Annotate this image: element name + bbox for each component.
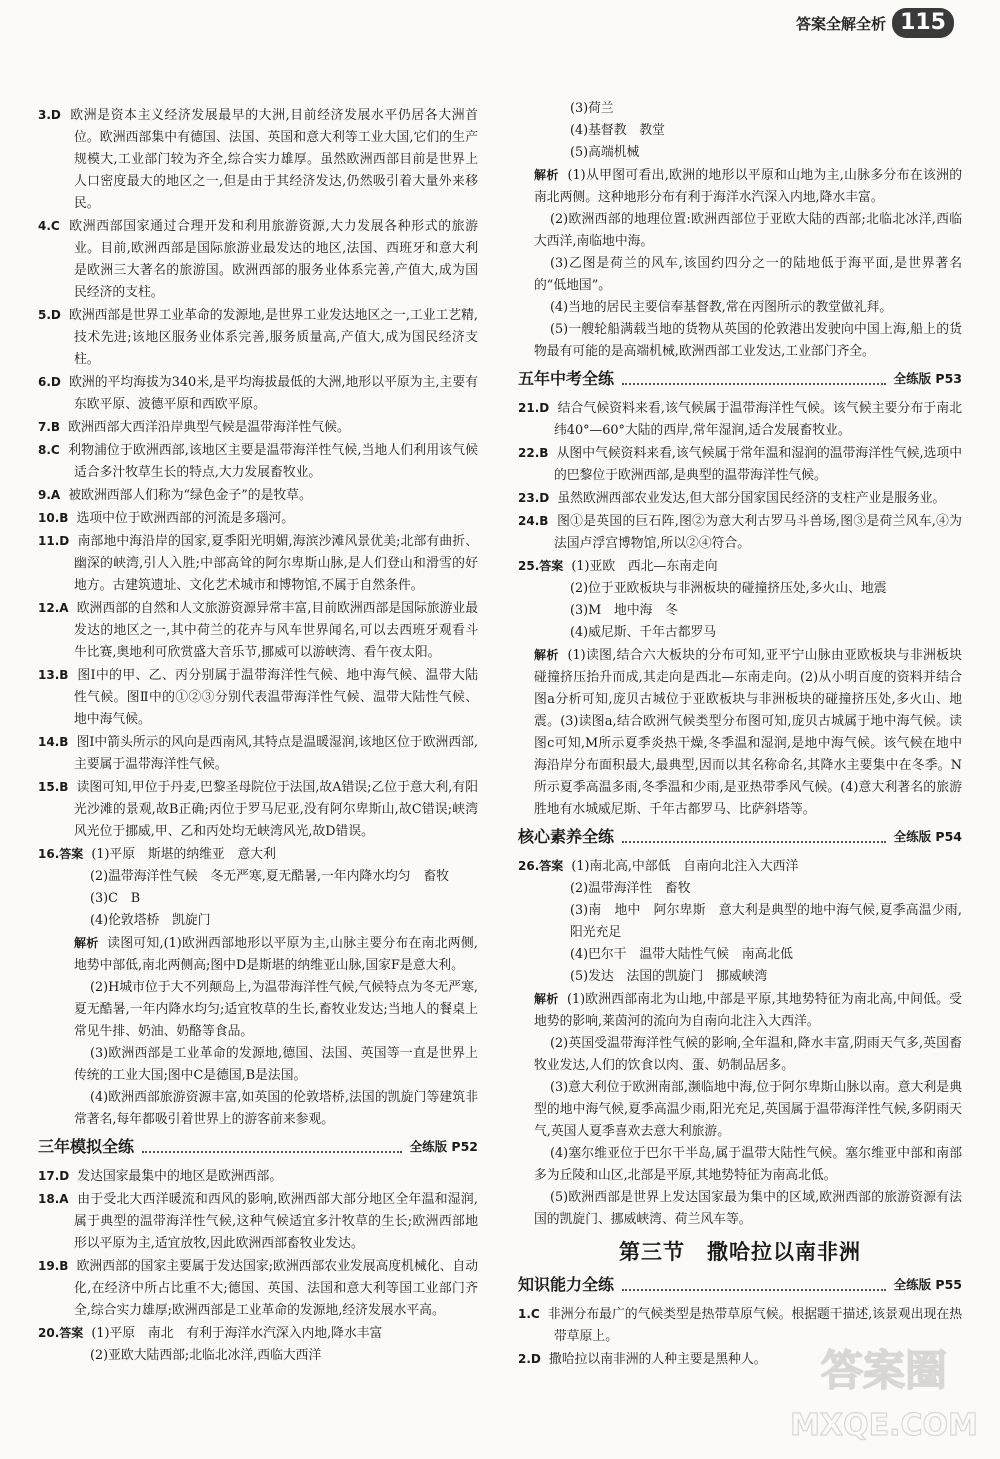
answer-16: 16.答案 (1)平原 斯堪的纳维亚 意大利 [38,847,276,862]
answer-16-2: (2)温带海洋性气候 冬无严寒,夏无酷暑,一年内降水均匀 畜牧 [90,869,449,884]
answer-20: 20.答案 (1)平原 南北 有利于海洋水汽深入内地,降水丰富 [38,1326,383,1341]
answer-25: 25.答案 (1)亚欧 西北—东南走向 [518,559,718,574]
watermark-url: MXQE.COM [790,1408,978,1443]
answer-item [518,442,962,487]
answer-text: 欧洲西部大西洋沿岸典型气候是温带海洋性气候。 [68,420,350,435]
answer-number: 15.B [38,780,69,794]
analysis-26-3: (3)意大利位于欧洲南部,濒临地中海,位于阿尔卑斯山脉以南。意大利是典型的地中海气候,夏季高温少雨,阳光充足,英国属于温带海洋性气候,多阴雨天气,英国人夏季喜欢去意大利旅游。 [534,1080,962,1139]
answer-26: 26.答案 (1)南北高,中部低 自南向北注入大西洋 [518,859,799,874]
section-header-knowledge: 知识能力全练 全练版 P55 [518,1275,962,1294]
answer-text: 欧洲西部的自然和人文旅游资源异常丰富,目前欧洲西部是国际旅游业最发达的地区之一,其中荷兰的花卉与风车世界闻名,可以去西班牙观看斗牛比赛,奥地利可欣赏盛大音乐节,挪威可以游峡湾、看午夜太阳。 [74,601,478,660]
answer-item [38,731,478,776]
answer-number: 3.D [38,108,61,122]
answer-text: 非洲分布最广的气候类型是热带草原气候。根据题干描述,该景观出现在热带草原上。 [547,1307,962,1344]
answer-20-2: (2)亚欧大陆西部;北临北冰洋,西临大西洋 [90,1348,322,1363]
answer-26-3: (3)南 地中 阿尔卑斯 意大利是典型的地中海气候,夏季高温少雨,阳光充足 [570,903,962,940]
answer-item [38,776,478,843]
answer-item [38,664,478,731]
answer-text: 选项中位于欧洲西部的河流是多瑙河。 [76,511,295,526]
answer-text: 欧洲是资本主义经济发展最早的大洲,目前经济发展水平仍居各大洲首位。欧洲西部集中有德国、法国、英国和意大利等工业大国,它们的生产规模大,工业部门较为齐全,综合实力雄厚。虽然欧洲西部目前是世界上人口密度最大的地区之一,但是由于其经济发达,仍然吸引着大量外来移民。 [70,108,478,211]
answer-number: 5.D [38,308,61,322]
answer-item [38,597,478,664]
answer-26-5: (5)发达 法国的凯旋门 挪威峡湾 [570,969,768,984]
answer-text: 撒哈拉以南非洲的人种主要是黑种人。 [549,1352,767,1367]
answer-text: 由于受北大西洋暖流和西风的影响,欧洲西部大部分地区全年温和湿润,属于典型的温带海洋性气候,这种气候适宜多汁牧草的生长;欧洲西部地形以平原为主,适宜放牧,因此欧洲西部畜牧业发达。 [74,1192,478,1251]
section-header-five-year: 五年中考全练 全练版 P53 [518,369,962,388]
answer-number: 8.C [38,443,60,457]
answer-number: 7.B [38,420,61,434]
answer-text: 南部地中海沿岸的国家,夏季阳光明媚,海滨沙滩风景优美;北部有曲折、幽深的峡湾,引人入胜;中部高耸的阿尔卑斯山脉,是人们登山和滑雪的好地方。古建筑遗址、文化艺术城市和博物馆,不属于自然条件。 [74,534,478,593]
analysis-20-3: (3)乙图是荷兰的风车,该国约四分之一的陆地低于海平面,是世界著名的“低地国”。 [534,256,962,293]
answer-25-3: (3)M 地中海 冬 [570,603,679,618]
right-column [518,98,962,1371]
analysis-25: 解析 (1)读图,结合六大板块的分布可知,亚平宁山脉由亚欧板块与非洲板块碰撞挤压抬升而成,其走向是西北—东南走向。(2)从小明百度的资料并结合图a分析可知,庞贝古城位于亚欧板块与非洲板块的碰撞挤压处,多火山、地震。(3)读图a,结合欧洲气候类型分布图可知,庞贝古城属于地中海气候。读图c可知,M所示夏季炎热干燥,冬季温和湿润,是地中海气候。该气候在地中海沿岸分布面积最大,最典型,因而以其名称命名,其降水主要集中在冬季。N所示夏季高温多雨,冬季温和少雨,是亚热带季风气候。(4)意大利著名的旅游胜地有水城威尼斯、千年古都罗马、比萨斜塔等。 [534,648,962,817]
answer-number: 13.B [38,668,69,682]
answer-text: 读图可知,甲位于丹麦,巴黎圣母院位于法国,故A错误;乙位于意大利,有阳光沙滩的景观,故B正确;丙位于罗马尼亚,没有阿尔卑斯山,故C错误;峡湾风光位于挪威,甲、乙和丙处均无峡湾风光,故D错误。 [74,780,478,839]
answer-item [518,397,962,442]
answer-item [38,1255,478,1322]
left-column [38,104,478,1367]
answer-16-4: (4)伦敦塔桥 凯旋门 [90,913,211,928]
answer-26-4: (4)巴尔干 温带大陆性气候 南高北低 [570,947,793,962]
watermark-text: 答案圈 [820,1346,948,1395]
answer-number: 11.D [38,534,70,548]
answer-number: 23.D [518,491,550,505]
answer-number: 12.A [38,601,69,615]
answer-text: 利物浦位于欧洲西部,该地区主要是温带海洋性气候,当地人们利用该气候适合多汁牧草生长的特点,大力发展畜牧业。 [68,443,478,480]
answer-number: 10.B [38,511,69,525]
analysis-26-2: (2)英国受温带海洋性气候的影响,全年温和,降水丰富,阴雨天气多,英国畜牧业发达,人们的饮食以肉、蛋、奶制品居多。 [534,1036,962,1073]
answer-25-4: (4)威尼斯、千年古都罗马 [570,625,717,640]
answer-number: 22.B [518,446,549,460]
answer-item [38,304,478,371]
answer-item [38,104,478,215]
answer-number: 9.A [38,488,61,502]
analysis-16-1: 解析 读图可知,(1)欧洲西部地形以平原为主,山脉主要分布在南北两侧,地势中部低,南北两侧高;图中D是斯堪的纳维亚山脉,国家F是意大利。 [74,936,478,973]
answer-item [38,484,478,507]
watermark-logo [784,1323,984,1453]
answer-item [38,371,478,416]
answer-text: 欧洲的平均海拔为340米,是平均海拔最低的大洲,地形以平原为主,主要有东欧平原、波德平原和西欧平原。 [69,375,478,412]
answer-16-3: (3)C B [90,891,141,906]
page-header [796,8,954,38]
answer-item [38,439,478,484]
analysis-20-2: (2)欧洲西部的地理位置:欧洲西部位于亚欧大陆的西部;北临北冰洋,西临大西洋,南临地中海。 [534,212,962,249]
answer-number: 4.C [38,219,60,233]
answer-item [518,510,962,555]
analysis-26-4: (4)塞尔维亚位于巴尔干半岛,属于温带大陆性气候。塞尔维亚中部和南部多为丘陵和山区,北部是平原,其地势特征为南高北低。 [534,1146,962,1183]
answer-item [38,507,478,530]
answer-text: 被欧洲西部人们称为“绿色金子”的是牧草。 [68,488,312,503]
analysis-26-1: 解析 (1)欧洲西部南北为山地,中部是平原,其地势特征为南北高,中间低。受地势的影响,莱茵河的流向为自南向北注入大西洋。 [534,992,962,1029]
answer-25-2: (2)位于亚欧板块与非洲板块的碰撞挤压处,多火山、地震 [570,581,887,596]
answer-text: 图①是英国的巨石阵,图②为意大利古罗马斗兽场,图③是荷兰风车,④为法国卢浮宫博物馆,所以②④符合。 [554,514,962,551]
answer-item [38,215,478,304]
answer-item [38,1165,478,1188]
answer-20-3: (3)荷兰 [570,101,614,116]
answer-text: 图Ⅰ中的甲、乙、丙分别属于温带海洋性气候、地中海气候、温带大陆性气候。图Ⅱ中的①②③分别代表温带海洋性气候、温带大陆性气候、地中海气候。 [74,668,478,727]
answer-number: 18.A [38,1192,69,1206]
answer-number: 2.D [518,1352,541,1366]
header-title: 答案全解全析 [796,14,887,33]
analysis-26-5: (5)欧洲西部是世界上发达国家最为集中的区域,欧洲西部的旅游资源有法国的凯旋门、挪威峡湾、荷兰风车等。 [534,1190,962,1227]
chapter-title: 第三节 撒哈拉以南非洲 [619,1240,861,1264]
page-number: 115 [892,8,954,38]
answer-text: 虽然欧洲西部农业发达,但大部分国家国民经济的支柱产业是服务业。 [557,491,946,506]
answer-26-2: (2)温带海洋性 畜牧 [570,881,691,896]
analysis-20-5: (5)一艘轮船满载当地的货物从英国的伦敦港出发驶向中国上海,船上的货物最有可能的是高端机械,欧洲西部工业发达,工业部门齐全。 [534,322,962,359]
answer-text: 欧洲西部是世界工业革命的发源地,是世界工业发达地区之一,工业工艺精,技术先进;该地区服务业体系完善,服务质量高,产值大,成为国民经济支柱。 [69,308,478,367]
answer-number: 24.B [518,514,549,528]
analysis-20-4: (4)当地的居民主要信奉基督教,常在丙图所示的教堂做礼拜。 [550,300,893,315]
answer-text: 结合气候资料来看,该气候属于温带海洋性气候。该气候主要分布于南北纬40°—60°大陆的西岸,常年湿润,适合发展畜牧业。 [554,401,962,438]
analysis-16-4: (4)欧洲西部旅游资源丰富,如英国的伦敦塔桥,法国的凯旋门等建筑非常著名,每年都吸引着世界上的游客前来参观。 [74,1090,478,1127]
answer-20-5: (5)高端机械 [570,145,640,160]
answer-item [38,530,478,597]
answer-item [38,1188,478,1255]
analysis-16-2: (2)H城市位于大不列颠岛上,为温带海洋性气候,气候特点为冬无严寒,夏无酷暑,一年内降水均匀;适宜牧草的生长,畜牧业发达;当地人的餐桌上常见牛排、奶油、奶酪等食品。 [74,980,478,1039]
answer-number: 19.B [38,1259,69,1273]
section-header-core: 核心素养全练 全练版 P54 [518,827,962,846]
answer-text: 图Ⅰ中箭头所示的风向是西南风,其特点是温暖湿润,该地区位于欧洲西部,主要属于温带海洋性气候。 [74,735,478,772]
answer-item [518,487,962,510]
answer-text: 从图中气候资料来看,该气候属于常年温和湿润的温带海洋性气候,选项中的巴黎位于欧洲西部,是典型的温带海洋性气候。 [554,446,962,483]
answer-item [38,416,478,439]
answer-number: 17.D [38,1169,70,1183]
section-header-three-year: 三年模拟全练 全练版 P52 [38,1137,478,1156]
answer-text: 欧洲西部国家通过合理开发和利用旅游资源,大力发展各种形式的旅游业。目前,欧洲西部是国际旅游业最发达的地区,法国、西班牙和意大利是欧洲三大著名的旅游国。欧洲西部的服务业体系完善,产值大,成为国民经济的支柱。 [69,219,478,300]
answer-number: 14.B [38,735,69,749]
answer-20-4: (4)基督教 教堂 [570,123,665,138]
answer-number: 1.C [518,1307,540,1321]
answer-text: 发达国家最集中的地区是欧洲西部。 [77,1169,283,1184]
answer-number: 6.D [38,375,61,389]
analysis-16-3: (3)欧洲西部是工业革命的发源地,德国、法国、英国等一直是世界上传统的工业大国;图中C是德国,B是法国。 [74,1046,478,1083]
analysis-20-1: 解析 (1)从甲图可看出,欧洲的地形以平原和山地为主,山脉多分布在该洲的南北两侧。这种地形分布有利于海洋水汽深入内地,降水丰富。 [534,168,962,205]
answer-number: 21.D [518,401,550,415]
answer-text: 欧洲西部的国家主要属于发达国家;欧洲西部农业发展高度机械化、自动化,在经济中所占比重不大;德国、英国、法国和意大利等国工业部门齐全,综合实力雄厚;欧洲西部是工业革命的发源地,经济发展水平高。 [74,1259,479,1318]
